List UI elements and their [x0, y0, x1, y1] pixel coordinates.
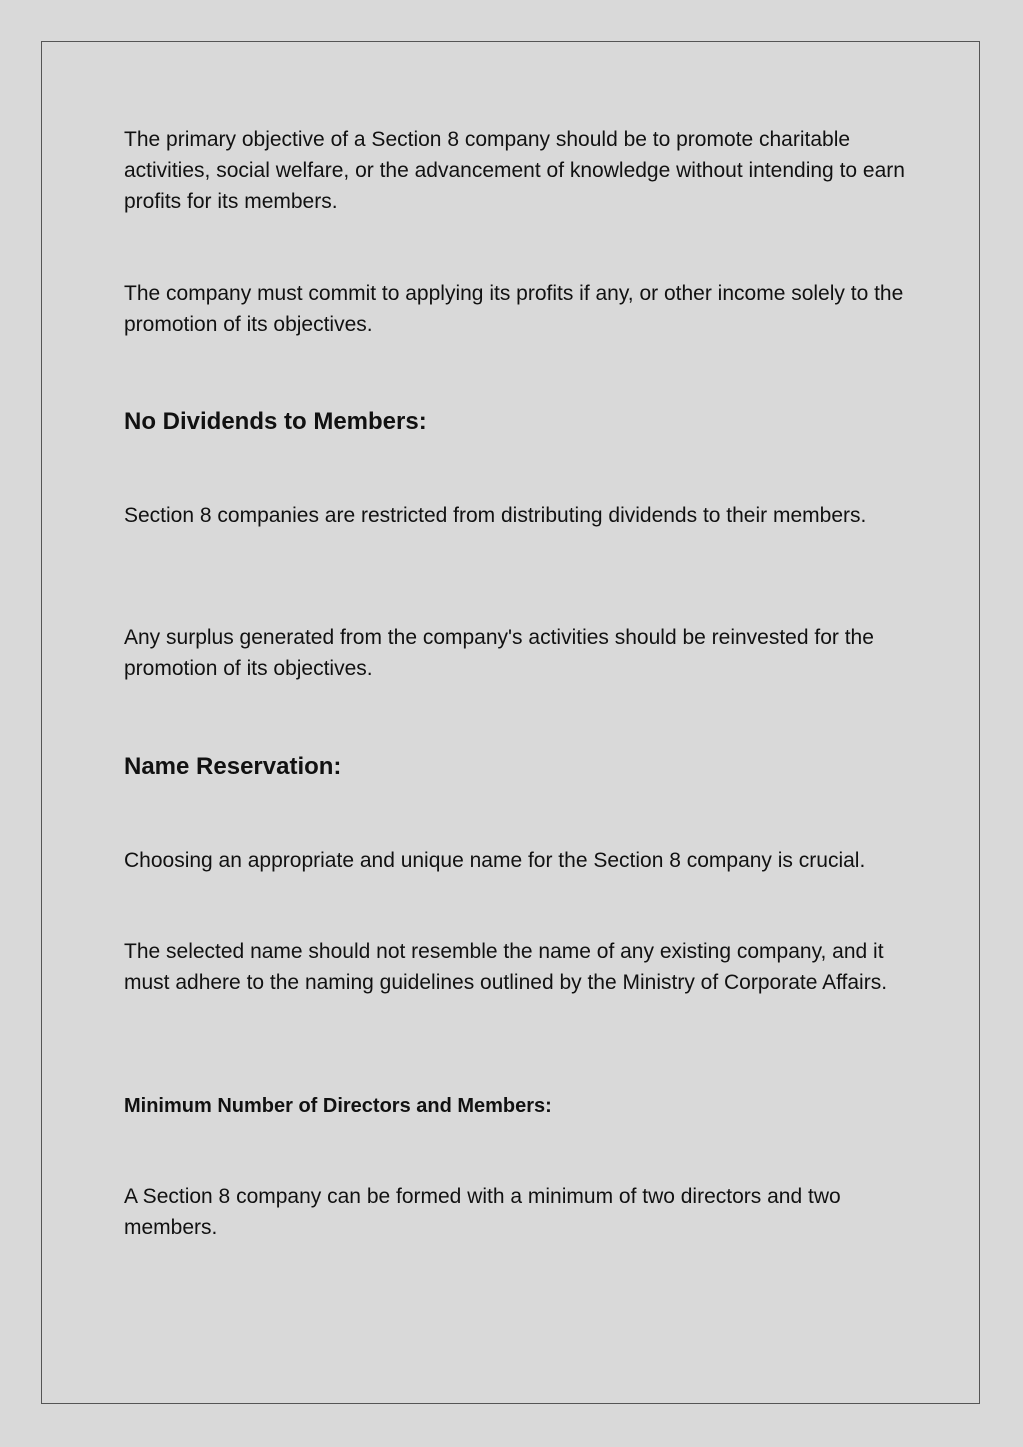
heading-minimum-directors: Minimum Number of Directors and Members: [124, 1095, 552, 1117]
paragraph-naming-guidelines: The selected name should not resemble the name of any existing company, and it must adhere to the naming guidelines outlined by the Ministry of Corporate Affairs. [124, 940, 888, 994]
paragraph-primary-objective: The primary objective of a Section 8 company should be to promote charitable activities, social welfare, or the advancement of knowledge without intending to earn profits for its members. [124, 128, 905, 213]
paragraph-choosing-name: Choosing an appropriate and unique name for the Section 8 company is crucial. [124, 849, 866, 872]
paragraph-apply-profits: The company must commit to applying its profits if any, or other income solely to the promotion of its objectives. [124, 282, 904, 336]
paragraph-surplus-reinvested: Any surplus generated from the company's activities should be reinvested for the promotion of its objectives. [124, 626, 874, 680]
paragraph-dividends-restricted: Section 8 companies are restricted from distributing dividends to their members. [124, 504, 867, 527]
heading-name-reservation: Name Reservation: [124, 753, 342, 780]
heading-no-dividends: No Dividends to Members: [124, 408, 427, 435]
paragraph-two-directors: A Section 8 company can be formed with a minimum of two directors and two members. [124, 1185, 841, 1239]
